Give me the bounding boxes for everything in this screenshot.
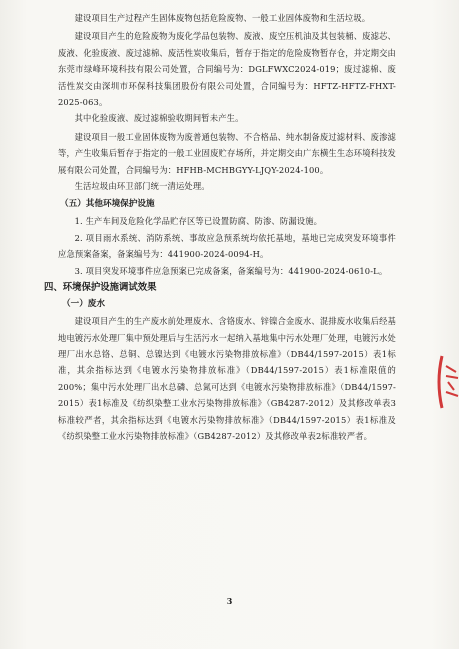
heading-wastewater: （一）废水 xyxy=(62,299,105,310)
paragraph-hazardous-waste: 建设项目产生的危险废物为废化学品包装物、废液、废空压机油及其包装桶、废滤芯、废液、化验废液、废过滤棉、废活性炭收集后，暂存于指定的危险废物暂存仓，并定期交由东莞市绿峰环境科技有限公司处置，合同编号为：DGLFWXC2024-019；废过滤棉、废活性炭交由深圳市环保科技集团股份有限公司处置，合同编号为：HFTZ-HFTZ-FHXT-2025-063。 xyxy=(58,31,396,108)
page-content xyxy=(44,10,396,444)
list-item-other-3: 3. 项目突发环境事件应急预案已完成备案，备案编号为：441900-2024-0610-L。 xyxy=(74,265,388,276)
paragraph-domestic-waste: 生活垃圾由环卫部门统一清运处理。 xyxy=(74,181,210,192)
paragraph-wastewater: 建设项目产生的生产废水前处理废水、含铬废水、锌镍合金废水、混排废水收集后经基地电镀污水处理厂集中预处理后与生活污水一起纳入基地集中污水处理厂处理，电镀污水处理厂出水总铬、总铜、总镍达到《电镀水污染物排放标准》（DB44/1597-2015）表1标准，其余指标达到《电镀水污染物排放标准》（DB44/1597-2015）表1标准限值的200%；集中污水处理厂出水总磷、总氮可达到《电镀水污染物排放标准》（DB44/1597-2015）表1标准及《纺织染整工业水污染物排放标准》（GB4287-2012）及其修改单表3标准较严者，其余指标达到《电镀水污染物排放标准》（DB44/1597-2015）表1标准及《纺织染整工业水污染物排放标准》（GB4287-2012）及其修改单表2标准较严者。 xyxy=(58,316,396,441)
list-item-other-2: 2. 项目雨水系统、消防系统、事故应急预系统均依托基地，基地已完成突发环境事件应急预案备案，备案编号为：441900-2024-0094-H。 xyxy=(58,232,396,260)
page-number: 3 xyxy=(226,596,233,606)
paragraph-general-industrial-waste: 建设项目一般工业固体废物为废普通包装物、不合格品、纯水制备废过滤材料、废渗滤等，产生收集后暂存于指定的一般工业固废贮存场所，并定期交由广东横生生态环境科技发展有限公司处置，合同编号为：HFHB-MCHBGYY-LJQY-2024-100。 xyxy=(58,131,396,175)
heading-other-facilities: （五）其他环境保护设施 xyxy=(60,199,155,210)
paragraph-solid-waste-intro: 建设项目生产过程产生固体废物包括危险废物、一般工业固体废物和生活垃圾。 xyxy=(74,13,371,23)
paragraph-not-produced: 其中化验废液、废过滤棉验收期间暂未产生。 xyxy=(74,113,244,124)
red-seal-fragment-icon xyxy=(434,352,459,412)
list-item-other-1: 1. 生产车间及危险化学品贮存区等已设置防腐、防渗、防漏设施。 xyxy=(74,216,323,227)
heading-section-4: 四、环境保护设施调试效果 xyxy=(44,282,157,294)
